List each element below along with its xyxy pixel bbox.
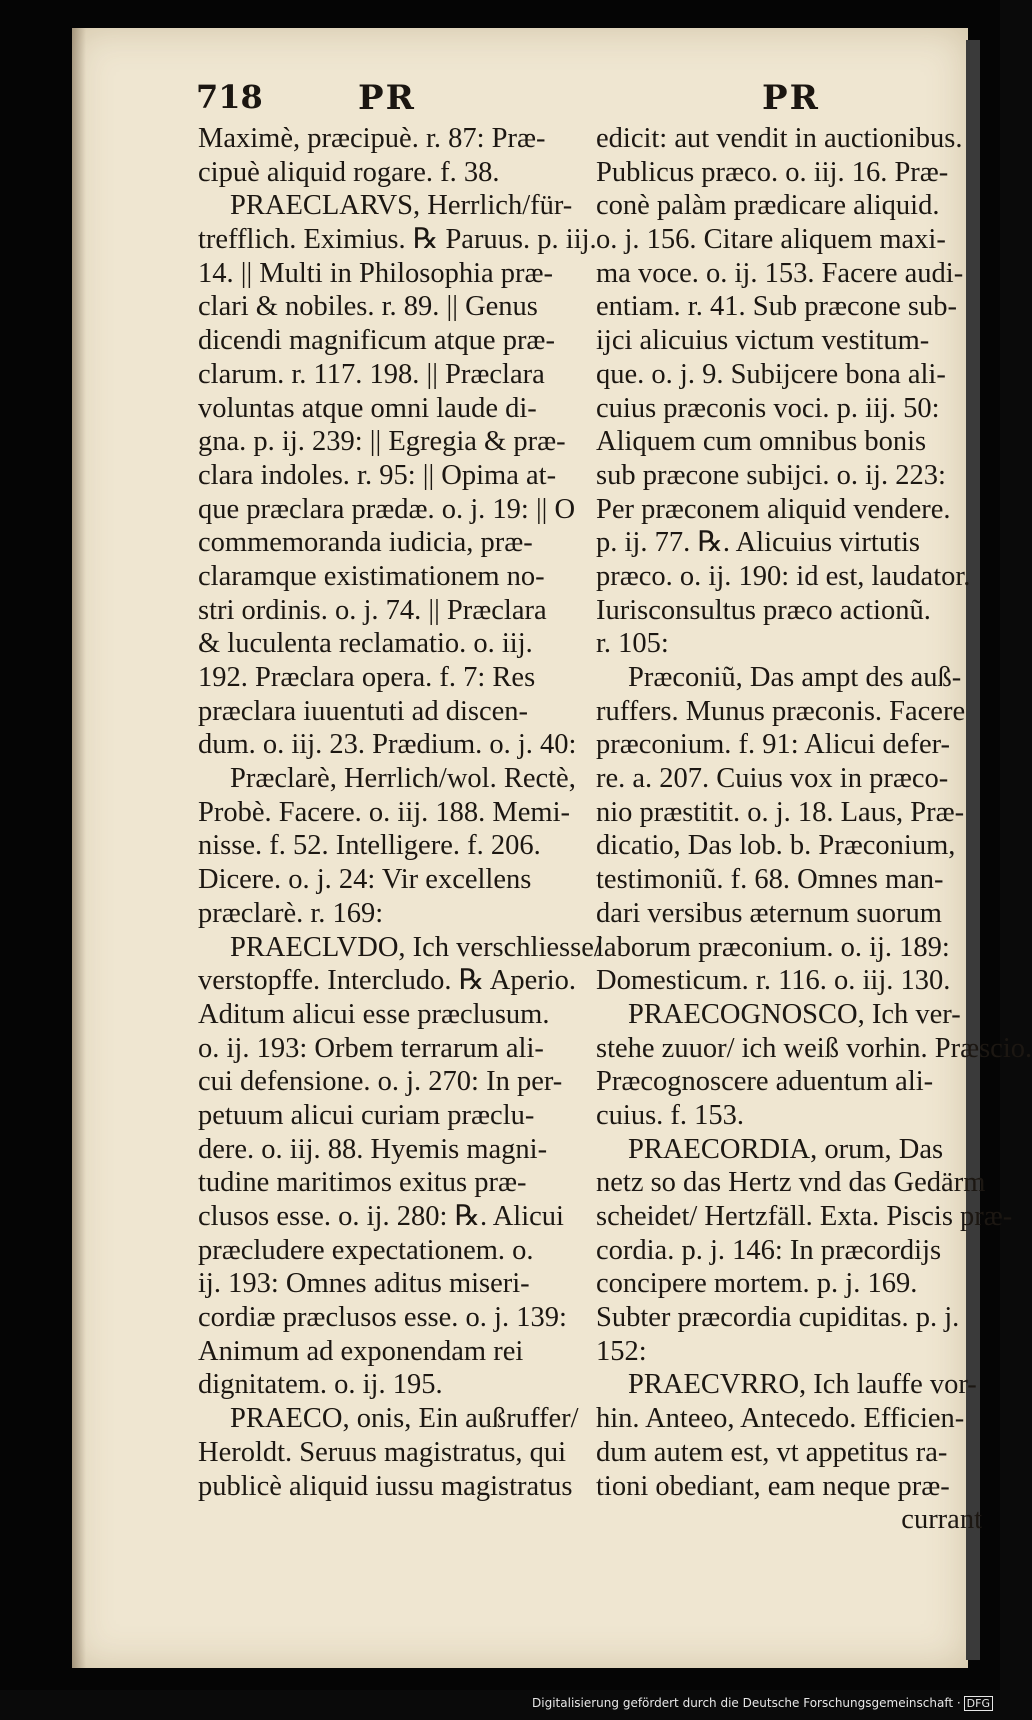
text-line: cipuè aliquid rogare. f. 38. [198, 156, 500, 188]
footer-credit: Digitalisierung gefördert durch die Deutsche Forschungsgemeinschaft · [532, 1696, 961, 1710]
text-line: currant [901, 1504, 982, 1536]
page-number: 718 [196, 78, 263, 116]
text-line: Iurisconsultus præco actionũ. [596, 594, 931, 626]
left-column [198, 122, 602, 1503]
right-running-head: PR [762, 78, 820, 118]
text-line: conè palàm prædicare aliquid. [596, 190, 940, 222]
text-line: Aliquem cum omnibus bonis [596, 426, 927, 458]
text-line: trefflich. Eximius. ℞ Paruus. p. iij. [198, 224, 597, 256]
text-line: cuius præconis voci. p. iij. 50: [596, 392, 940, 424]
text-line: dicendi magnificum atque præ- [198, 325, 555, 357]
text-line: Maximè, præcipuè. r. 87: Præ- [198, 123, 546, 154]
text-line: ij. 193: Omnes aditus miseri- [198, 1268, 530, 1300]
text-line: Præcognoscere aduentum ali- [596, 1066, 934, 1098]
text-line: Animum ad exponendam rei [198, 1335, 524, 1367]
text-line: ijci alicuius victum vestitum- [596, 325, 930, 357]
text-line: claramque existimationem no- [198, 560, 545, 592]
text-line: præclara iuuentuti ad discen- [198, 695, 529, 727]
text-line: dari versibus æternum suorum [596, 897, 942, 929]
text-line: scheidet/ Hertzfäll. Exta. Piscis præ- [596, 1201, 1013, 1232]
text-line: Heroldt. Seruus magistratus, qui [198, 1436, 567, 1468]
text-line: dere. o. iij. 88. Hyemis magni- [198, 1133, 548, 1165]
text-line: Præconiũ, Das ampt des auß- [628, 662, 962, 693]
text-line: testimoniũ. f. 68. Omnes man- [596, 864, 944, 896]
text-line: voluntas atque omni laude di- [198, 392, 537, 424]
text-line: cordia. p. j. 146: In præcordijs [596, 1234, 942, 1266]
text-line: edicit: aut vendit in auctionibus. [596, 123, 963, 154]
text-line: PRAECORDIA, orum, Das [628, 1133, 944, 1165]
text-line: clusos esse. o. ij. 280: ℞. Alicui [198, 1201, 564, 1232]
text-line: stehe zuuor/ ich weiß vorhin. Præscio. [596, 1032, 1032, 1064]
text-line: stri ordinis. o. j. 74. || Præclara [198, 594, 547, 626]
text-line: Subter præcordia cupiditas. p. j. [596, 1302, 960, 1334]
text-line: Probè. Facere. o. iij. 188. Memi- [198, 796, 571, 828]
text-line: Dicere. o. j. 24: Vir excellens [198, 864, 532, 896]
text-line: præclarè. r. 169: [198, 897, 384, 929]
text-line: clarum. r. 117. 198. || Præclara [198, 358, 545, 390]
text-line: præcludere expectationem. o. [198, 1234, 534, 1266]
text-line: præco. o. ij. 190: id est, laudator. [596, 560, 971, 592]
text-line: tudine maritimos exitus præ- [198, 1167, 527, 1199]
text-line: Aditum alicui esse præclusum. [198, 998, 550, 1030]
text-line: re. a. 207. Cuius vox in præco- [596, 763, 949, 795]
text-line: dicatio, Das lob. b. Præconium, [596, 830, 956, 862]
text-line: hin. Anteeo, Antecedo. Efficien- [596, 1403, 965, 1435]
text-line: 152: [596, 1335, 647, 1367]
text-line: gna. p. ij. 239: || Egregia & præ- [198, 426, 566, 458]
text-line: tioni obediant, eam neque præ- [596, 1470, 950, 1502]
text-line: commemoranda iudicia, præ- [198, 527, 533, 559]
dfg-logo: DFG [964, 1696, 993, 1711]
text-line: PRAECLVDO, Ich verschliesse/ [230, 931, 602, 963]
text-line: sub præcone subijci. o. ij. 223: [596, 459, 946, 491]
text-line: o. ij. 193: Orbem terrarum ali- [198, 1032, 544, 1064]
text-line: que. o. j. 9. Subijcere bona ali- [596, 358, 946, 390]
text-line: PRAECVRRO, Ich lauffe vor- [628, 1369, 977, 1401]
text-line: Per præconem aliquid vendere. [596, 493, 951, 525]
text-line: o. j. 156. Citare aliquem maxi- [596, 224, 946, 256]
text-line: dum autem est, vt appetitus ra- [596, 1436, 948, 1468]
text-line: ruffers. Munus præconis. Facere [596, 695, 966, 727]
text-line: Domesticum. r. 116. o. iij. 130. [596, 965, 951, 997]
text-line: clari & nobiles. r. 89. || Genus [198, 291, 538, 323]
text-line: cui defensione. o. j. 270: In per- [198, 1066, 563, 1098]
text-line: cuius. f. 153. [596, 1099, 745, 1131]
footer [0, 1696, 993, 1711]
text-line: 14. || Multi in Philosophia præ- [198, 257, 554, 289]
text-line: nisse. f. 52. Intelligere. f. 206. [198, 830, 541, 862]
text-line: laborum præconium. o. ij. 189: [596, 931, 950, 963]
text-line: p. ij. 77. ℞. Alicuius virtutis [596, 527, 921, 559]
text-line: 192. Præclara opera. f. 7: Res [198, 662, 536, 693]
text-line: & luculenta reclamatio. o. iij. [198, 628, 533, 660]
text-line: ma voce. o. ij. 153. Facere audi- [596, 257, 964, 289]
text-line: publicè aliquid iussu magistratus [198, 1470, 573, 1502]
text-line: præconium. f. 91: Alicui defer- [596, 729, 951, 761]
text-line: Præclarè, Herrlich/wol. Rectè, [230, 763, 576, 795]
text-line: que præclara prædæ. o. j. 19: || O [198, 493, 576, 525]
text-line: cordiæ præclusos esse. o. j. 139: [198, 1302, 567, 1334]
text-line: PRAECO, onis, Ein außruffer/ [230, 1403, 579, 1435]
text-line: netz so das Hertz vnd das Gedärm [596, 1167, 986, 1199]
text-line: PRAECLARVS, Herrlich/für- [230, 190, 573, 222]
text-line: Publicus præco. o. iij. 16. Præ- [596, 156, 949, 188]
left-running-head: PR [358, 78, 416, 118]
text-line: nio præstitit. o. j. 18. Laus, Præ- [596, 796, 965, 828]
text-line: PRAECOGNOSCO, Ich ver- [628, 998, 961, 1030]
text-line: petuum alicui curiam præclu- [198, 1099, 535, 1131]
binding-shadow [72, 28, 86, 1668]
text-line: entiam. r. 41. Sub præcone sub- [596, 291, 957, 323]
right-column [596, 122, 1032, 1537]
text-line: dignitatem. o. ij. 195. [198, 1369, 443, 1401]
text-line: dum. o. iij. 23. Prædium. o. j. 40: [198, 729, 577, 761]
text-line: clara indoles. r. 95: || Opima at- [198, 459, 557, 491]
text-line: concipere mortem. p. j. 169. [596, 1268, 918, 1300]
text-line: r. 105: [596, 628, 669, 660]
text-line: verstopffe. Intercludo. ℞ Aperio. [198, 965, 577, 997]
